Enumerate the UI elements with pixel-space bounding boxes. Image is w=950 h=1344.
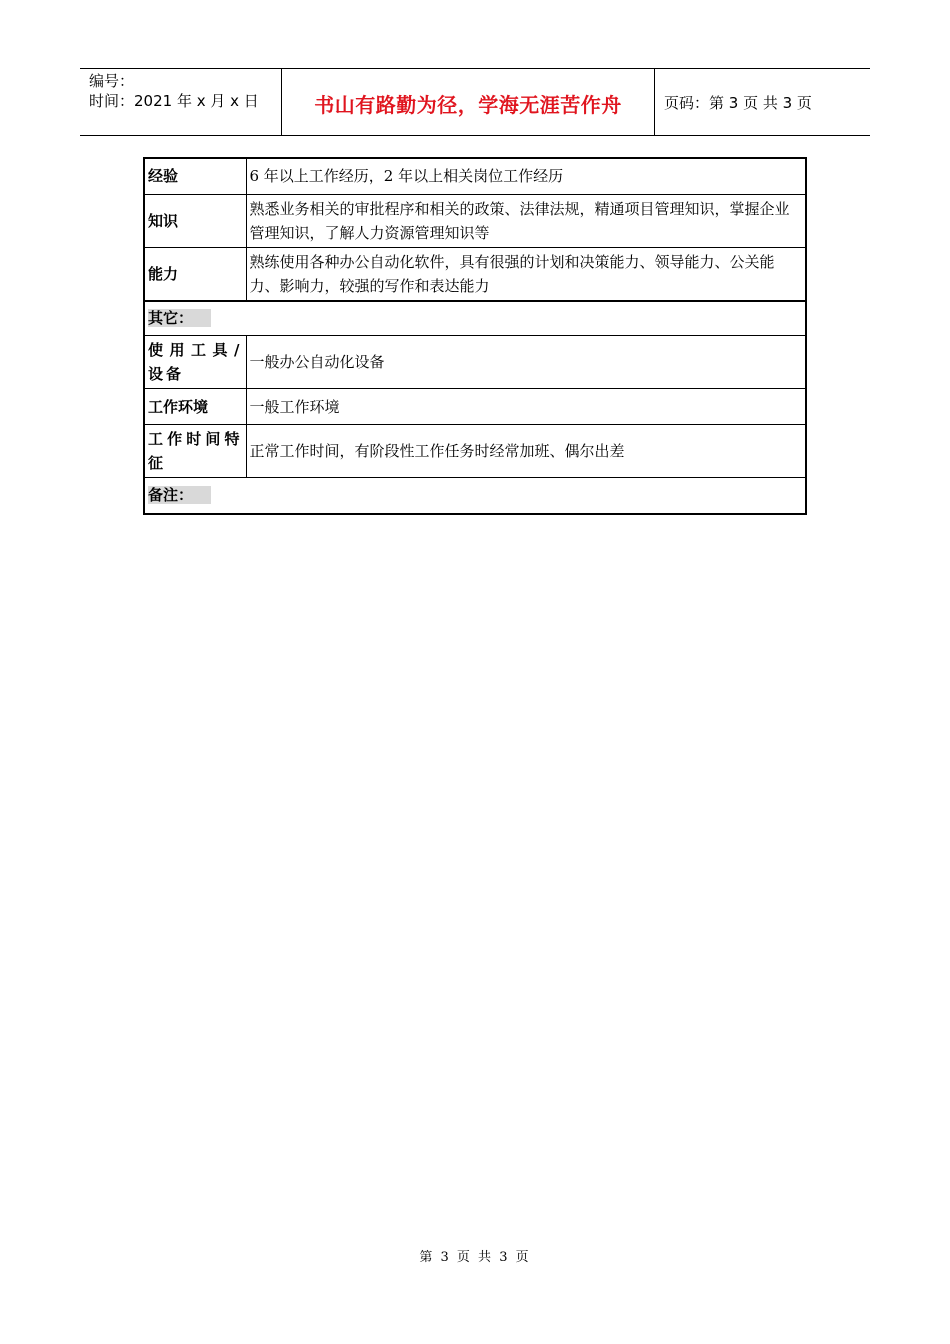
work-time-label: 工作时间特征 [144,425,246,478]
ability-label: 能力 [144,247,246,301]
table-row [144,389,806,425]
time-label: 时间：2021 年 x 月 x 日 [89,92,259,110]
remarks-label: 备注： [148,486,211,504]
other-label: 其它： [148,309,211,327]
table-row [144,247,806,301]
experience-value: 6 年以上工作经历，2 年以上相关岗位工作经历 [246,158,806,194]
header-meta [89,71,279,111]
environment-label: 工作环境 [144,389,246,425]
header-motto: 书山有路勤为径，学海无涯苦作舟 [314,93,622,117]
table-row [144,478,806,514]
environment-value: 一般工作环境 [246,389,806,425]
code-label: 编号： [89,72,135,90]
other-section [144,301,806,336]
page-footer: 第 3 页 共 3 页 [419,1250,531,1265]
table-row [144,336,806,389]
header-divider [654,69,655,135]
table-row [144,194,806,247]
table-row [144,301,806,336]
page-header [80,68,870,136]
ability-value: 熟练使用各种办公自动化软件，具有很强的计划和决策能力、领导能力、公关能力、影响力，较强的写作和表达能力 [246,247,806,301]
tools-value: 一般办公自动化设备 [246,336,806,389]
table-row [144,158,806,194]
experience-label: 经验 [144,158,246,194]
job-description-table [143,157,807,515]
knowledge-label: 知识 [144,194,246,247]
header-page-info: 页码：第 3 页 共 3 页 [664,94,812,112]
work-time-value: 正常工作时间，有阶段性工作任务时经常加班、偶尔出差 [246,425,806,478]
tools-label: 使用工具/设备 [144,336,246,389]
remarks-section [144,478,806,514]
table-row [144,425,806,478]
knowledge-value: 熟悉业务相关的审批程序和相关的政策、法律法规，精通项目管理知识，掌握企业管理知识，了解人力资源管理知识等 [246,194,806,247]
